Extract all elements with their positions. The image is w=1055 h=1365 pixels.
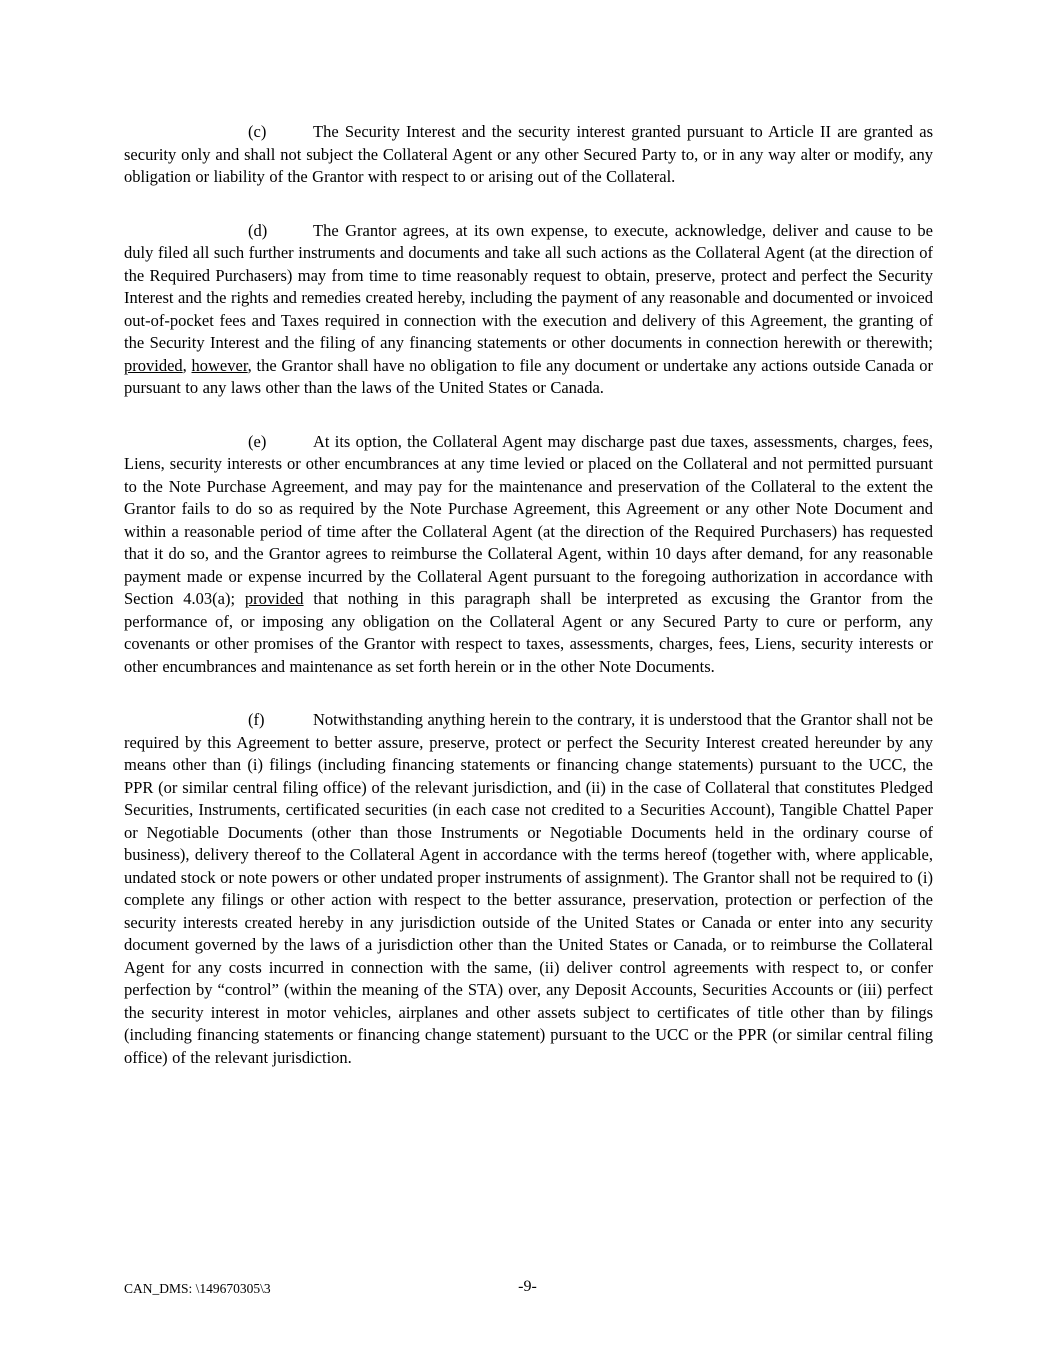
paragraph-e-text-post: that nothing in this paragraph shall be interpreted as excusing the Grantor from the performance of, or imposing any obligation on the Collateral Agent or any Secured Party to cure or perform, any covenants or other promises of the Grantor with respect to taxes, assessments, charges, fees, Liens, security interests or other encumbrances and maintenance as set forth herein or in the other Note Documents. (124, 589, 933, 676)
paragraph-f-text: Notwithstanding anything herein to the contrary, it is understood that the Grantor shall not be required by this Agreement to better assure, preserve, protect or perfect the Security Interest created hereunder by any means other than (i) filings (including financing statements or financing change statements) pursuant to the UCC, the PPR (or similar central filing office) of the relevant jurisdiction, and (ii) in the case of Collateral that constitutes Pledged Securities, Instruments, certificated securities (in each case not credited to a Securities Account), Tangible Chattel Paper or Negotiable Documents (other than those Instruments or Negotiable Documents held in the ordinary course of business), delivery thereof to the Collateral Agent in accordance with the terms hereof (together with, where applicable, undated stock or note powers or other undated proper instruments of assignment). The Grantor shall not be required to (i) complete any filings or other action with respect to the better assurance, preservation, protection or perfection of the security interests created hereby in any jurisdiction outside of the United States or Canada or enter into any security document governed by the laws of a jurisdiction other than the United States or Canada, or to reimburse the Collateral Agent for any costs incurred in connection with the same, (ii) deliver control agreements with respect to, or confer perfection by “control” (within the meaning of the STA) over, any Deposit Accounts, Securities Accounts or (iii) perfect the security interest in motor vehicles, airplanes and other assets subject to certificates of title other than by filings (including financing statements or financing change statement) pursuant to the UCC or the PPR (or similar central filing office) of the relevant jurisdiction. (124, 710, 933, 1067)
paragraph-e-underlined-provided: provided (244, 589, 304, 608)
paragraph-d-underlined-however: however (191, 355, 248, 375)
paragraph-d-text-pre: The Grantor agrees, at its own expense, to execute, acknowledge, deliver and cause to be duly filed all such further instruments and documents and take all such actions as the Collateral Agent (at the direction of the Required Purchasers) may from time to time reasonably request to obtain, preserve, protect and perfect the Security Interest and the rights and remedies created hereby, including the payment of any reasonable and documented or invoiced out-of-pocket fees and Taxes required in connection with the execution and delivery of this Agreement, the granting of the Security Interest and the filing of any financing statements or other documents in connection herewith or therewith; (124, 220, 933, 352)
paragraph-f (124, 709, 933, 1069)
paragraph-c-label: (c) (248, 122, 267, 141)
paragraph-e-text-pre: At its option, the Collateral Agent may discharge past due taxes, assessments, charges, fees, Liens, security interests or other encumbrances at any time levied or placed on the Collateral and not permitted pursuant to the Note Purchase Agreement, and may pay for the maintenance and preservation of the Collateral to the extent the Grantor fails to do so as required by the Note Purchase Agreement, this Agreement or any other Note Document and within a reasonable period of time after the Collateral Agent (at the direction of the Required Purchasers) has requested that it do so, and the Grantor agrees to reimburse the Collateral Agent, within 10 days after demand, for any reasonable payment made or expense incurred by the Collateral Agent pursuant to the foregoing authorization in accordance with Section 4.03(a); (124, 431, 933, 608)
paragraph-d-underlined-provided: provided (124, 355, 183, 375)
page-footer (0, 1277, 1055, 1301)
paragraph-d (124, 220, 933, 400)
paragraph-e-label: (e) (248, 431, 267, 451)
paragraph-c (124, 121, 933, 189)
paragraph-e (124, 431, 933, 679)
paragraph-d-label: (d) (248, 220, 268, 240)
paragraph-d-text-mid: , (182, 355, 192, 375)
footer-doc-id: CAN_DMS: \149670305\3 (124, 1281, 271, 1296)
document-body (124, 121, 933, 1100)
paragraph-c-text: The Security Interest and the security interest granted pursuant to Article II are granted as security only and shall not subject the Collateral Agent or any other Secured Party to, or in any way alter or modify, any obligation or liability of the Grantor with respect to or arising out of the Collateral. (124, 122, 933, 186)
paragraph-f-label: (f) (248, 710, 265, 729)
paragraph-d-text-post: , the Grantor shall have no obligation to file any document or undertake any actions outside Canada or pursuant to any laws other than the laws of the United States or Canada. (124, 355, 933, 397)
footer-page-number: -9- (518, 1278, 537, 1295)
